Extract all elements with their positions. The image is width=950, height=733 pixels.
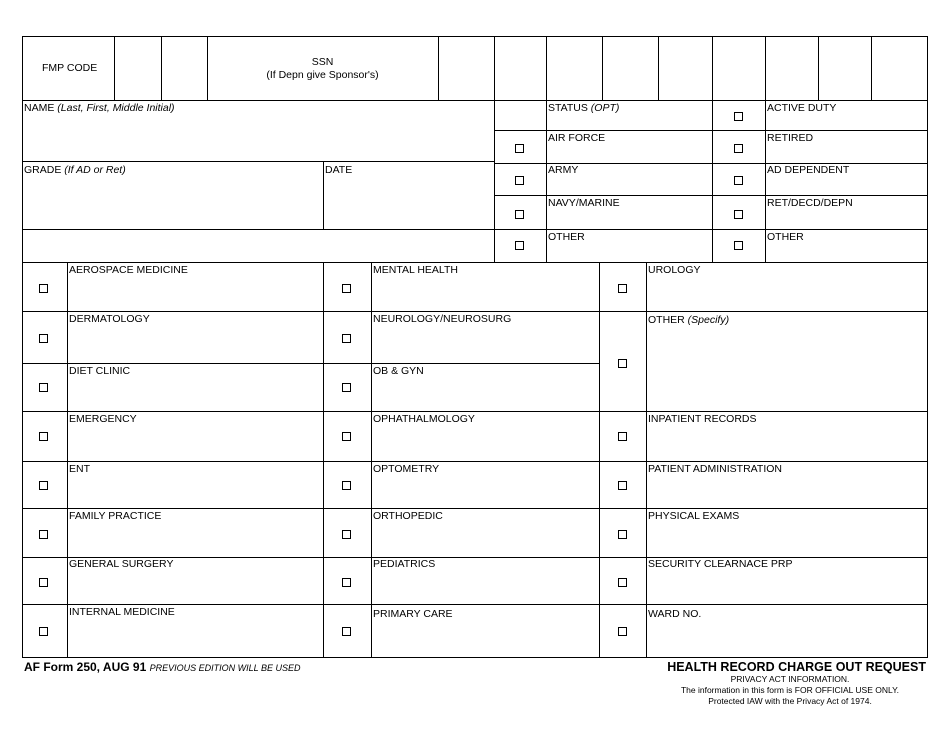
primary-care-checkbox[interactable]	[342, 627, 351, 636]
divider	[646, 262, 647, 658]
status-retired: RETIRED	[767, 132, 814, 144]
form-title: HEALTH RECORD CHARGE OUT REQUEST	[667, 660, 926, 674]
ophthalmology-checkbox[interactable]	[342, 432, 351, 441]
status-other-2: OTHER	[767, 231, 804, 243]
clinic-diet-clinic: DIET CLINIC	[69, 365, 131, 377]
grade-label: GRADE (If AD or Ret)	[24, 164, 126, 176]
divider	[371, 262, 372, 658]
clinic-emergency: EMERGENCY	[69, 413, 137, 425]
divider	[871, 36, 872, 100]
army-checkbox[interactable]	[515, 176, 524, 185]
patient-administration-checkbox[interactable]	[618, 481, 627, 490]
divider	[114, 36, 115, 100]
status-navy-marine: NAVY/MARINE	[548, 197, 620, 209]
clinic-neurology: NEUROLOGY/NEUROSURG	[373, 313, 512, 325]
status-ad-dependent: AD DEPENDENT	[767, 164, 850, 176]
clinic-security-clearance: SECURITY CLEARNACE PRP	[648, 558, 793, 570]
status-other: OTHER	[548, 231, 585, 243]
divider	[22, 508, 928, 509]
status-other-2-checkbox[interactable]	[734, 241, 743, 250]
clinic-aerospace-medicine: AEROSPACE MEDICINE	[69, 264, 188, 276]
fmp-code-label: FMP CODE	[42, 62, 98, 74]
divider	[438, 36, 439, 100]
ad-dependent-checkbox[interactable]	[734, 176, 743, 185]
date-label: DATE	[325, 164, 353, 176]
clinic-optometry: OPTOMETRY	[373, 463, 440, 475]
divider	[22, 411, 928, 412]
status-air-force: AIR FORCE	[548, 132, 606, 144]
divider	[22, 311, 928, 312]
divider	[22, 363, 599, 364]
status-label: STATUS (OPT)	[548, 102, 620, 114]
clinic-primary-care: PRIMARY CARE	[373, 608, 453, 620]
privacy-line-1: PRIVACY ACT INFORMATION.	[730, 674, 850, 684]
general-surgery-checkbox[interactable]	[39, 578, 48, 587]
clinic-pediatrics: PEDIATRICS	[373, 558, 436, 570]
status-active-duty: ACTIVE DUTY	[767, 102, 837, 114]
physical-exams-checkbox[interactable]	[618, 530, 627, 539]
privacy-line-2: The information in this form is FOR OFFICIAL USE ONLY.	[680, 685, 900, 695]
ssn-note: (If Depn give Sponsor's)	[266, 69, 379, 81]
divider	[22, 461, 928, 462]
urology-checkbox[interactable]	[618, 284, 627, 293]
ent-checkbox[interactable]	[39, 481, 48, 490]
divider	[22, 229, 494, 230]
divider	[323, 262, 324, 658]
divider	[599, 262, 600, 658]
navy-marine-checkbox[interactable]	[515, 210, 524, 219]
active-duty-checkbox[interactable]	[734, 112, 743, 121]
retired-checkbox[interactable]	[734, 144, 743, 153]
clinic-orthopedic: ORTHOPEDIC	[373, 510, 443, 522]
emergency-checkbox[interactable]	[39, 432, 48, 441]
divider	[207, 36, 208, 100]
status-ret-decd-depn: RET/DECD/DEPN	[767, 197, 853, 209]
dermatology-checkbox[interactable]	[39, 334, 48, 343]
divider	[818, 36, 819, 100]
clinic-ophthalmology: OPHATHALMOLOGY	[373, 413, 475, 425]
pediatrics-checkbox[interactable]	[342, 578, 351, 587]
internal-medicine-checkbox[interactable]	[39, 627, 48, 636]
divider	[494, 229, 928, 230]
privacy-line-3: Protected IAW with the Privacy Act of 1974.	[708, 696, 872, 706]
status-army: ARMY	[548, 164, 579, 176]
neurology-checkbox[interactable]	[342, 334, 351, 343]
form-id: AF Form 250, AUG 91 PREVIOUS EDITION WILL BE USED	[24, 660, 301, 674]
clinic-internal-medicine: INTERNAL MEDICINE	[69, 606, 175, 618]
divider	[602, 36, 603, 100]
clinic-ent: ENT	[69, 463, 90, 475]
diet-clinic-checkbox[interactable]	[39, 383, 48, 392]
clinic-urology: UROLOGY	[648, 264, 701, 276]
mental-health-checkbox[interactable]	[342, 284, 351, 293]
clinic-patient-administration: PATIENT ADMINISTRATION	[648, 463, 782, 475]
clinic-mental-health: MENTAL HEALTH	[373, 264, 458, 276]
inpatient-records-checkbox[interactable]	[618, 432, 627, 441]
clinic-family-practice: FAMILY PRACTICE	[69, 510, 162, 522]
divider	[494, 130, 928, 131]
divider	[22, 161, 494, 162]
air-force-checkbox[interactable]	[515, 144, 524, 153]
clinic-other: OTHER (Specify)	[648, 314, 730, 326]
divider	[22, 262, 928, 263]
clinic-inpatient-records: INPATIENT RECORDS	[648, 413, 757, 425]
divider	[658, 36, 659, 100]
family-practice-checkbox[interactable]	[39, 530, 48, 539]
aerospace-medicine-checkbox[interactable]	[39, 284, 48, 293]
ssn-label: SSN	[311, 56, 334, 68]
optometry-checkbox[interactable]	[342, 481, 351, 490]
orthopedic-checkbox[interactable]	[342, 530, 351, 539]
clinic-ward-no: WARD NO.	[648, 608, 702, 620]
divider	[67, 262, 68, 658]
clinic-dermatology: DERMATOLOGY	[69, 313, 150, 325]
divider	[161, 36, 162, 100]
security-clearance-checkbox[interactable]	[618, 578, 627, 587]
divider	[494, 195, 928, 196]
status-other-checkbox[interactable]	[515, 241, 524, 250]
clinic-physical-exams: PHYSICAL EXAMS	[648, 510, 740, 522]
ob-gyn-checkbox[interactable]	[342, 383, 351, 392]
divider	[323, 161, 324, 229]
divider	[22, 604, 928, 605]
ward-no-checkbox[interactable]	[618, 627, 627, 636]
divider	[22, 100, 928, 101]
ret-decd-depn-checkbox[interactable]	[734, 210, 743, 219]
other-specify-checkbox[interactable]	[618, 359, 627, 368]
name-label: NAME (Last, First, Middle Initial)	[24, 102, 175, 114]
clinic-ob-gyn: OB & GYN	[373, 365, 424, 377]
clinic-general-surgery: GENERAL SURGERY	[69, 558, 174, 570]
